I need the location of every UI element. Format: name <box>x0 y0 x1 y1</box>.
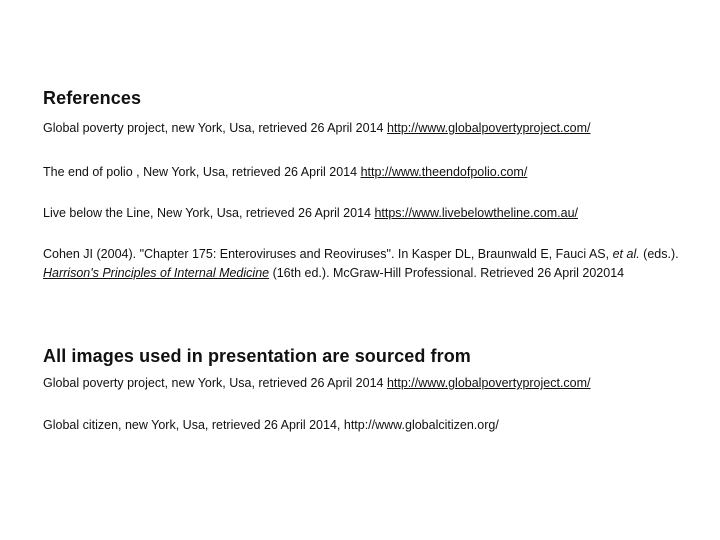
reference-item <box>43 119 591 137</box>
image-source-link[interactable]: http://www.globalpovertyproject.com/ <box>386 376 591 390</box>
image-source-item <box>43 416 499 434</box>
et-al-text: et al. <box>612 247 640 261</box>
reference-item-cohen <box>43 245 693 282</box>
references-heading: References <box>43 88 142 108</box>
reference-text: The end of polio , New York, Usa, retrieved 26 April 2014 <box>43 165 361 179</box>
reference-link[interactable]: https://www.livebelowtheline.com.au/ <box>374 206 579 220</box>
eds-text: (eds.). <box>639 247 679 261</box>
reference-text: Global poverty project, new York, Usa, retrieved 26 April 2014 <box>43 121 387 135</box>
cohen-text: Cohen JI (2004). "Chapter 175: Enteroviruses and Reoviruses". In Kasper DL, Braunwald E, Fauci AS, <box>43 247 613 261</box>
reference-item <box>43 163 527 181</box>
book-link[interactable]: Harrison's Principles of Internal Medicine <box>43 265 270 280</box>
image-source-text: Global citizen, new York, Usa, retrieved 26 April 2014, http://www.globalcitizen.org/ <box>43 418 499 432</box>
image-source-text: Global poverty project, new York, Usa, retrieved 26 April 2014 <box>43 376 387 390</box>
images-heading: All images used in presentation are sourced from <box>43 346 471 366</box>
image-source-item <box>43 374 591 392</box>
publisher-text: (16th ed.). McGraw-Hill Professional. Retrieved 26 April 202014 <box>269 265 625 280</box>
reference-link[interactable]: http://www.theendofpolio.com/ <box>360 165 528 179</box>
reference-text: Live below the Line, New York, Usa, retrieved 26 April 2014 <box>43 206 375 220</box>
reference-link[interactable]: http://www.globalpovertyproject.com/ <box>386 121 591 135</box>
reference-item <box>43 204 578 222</box>
